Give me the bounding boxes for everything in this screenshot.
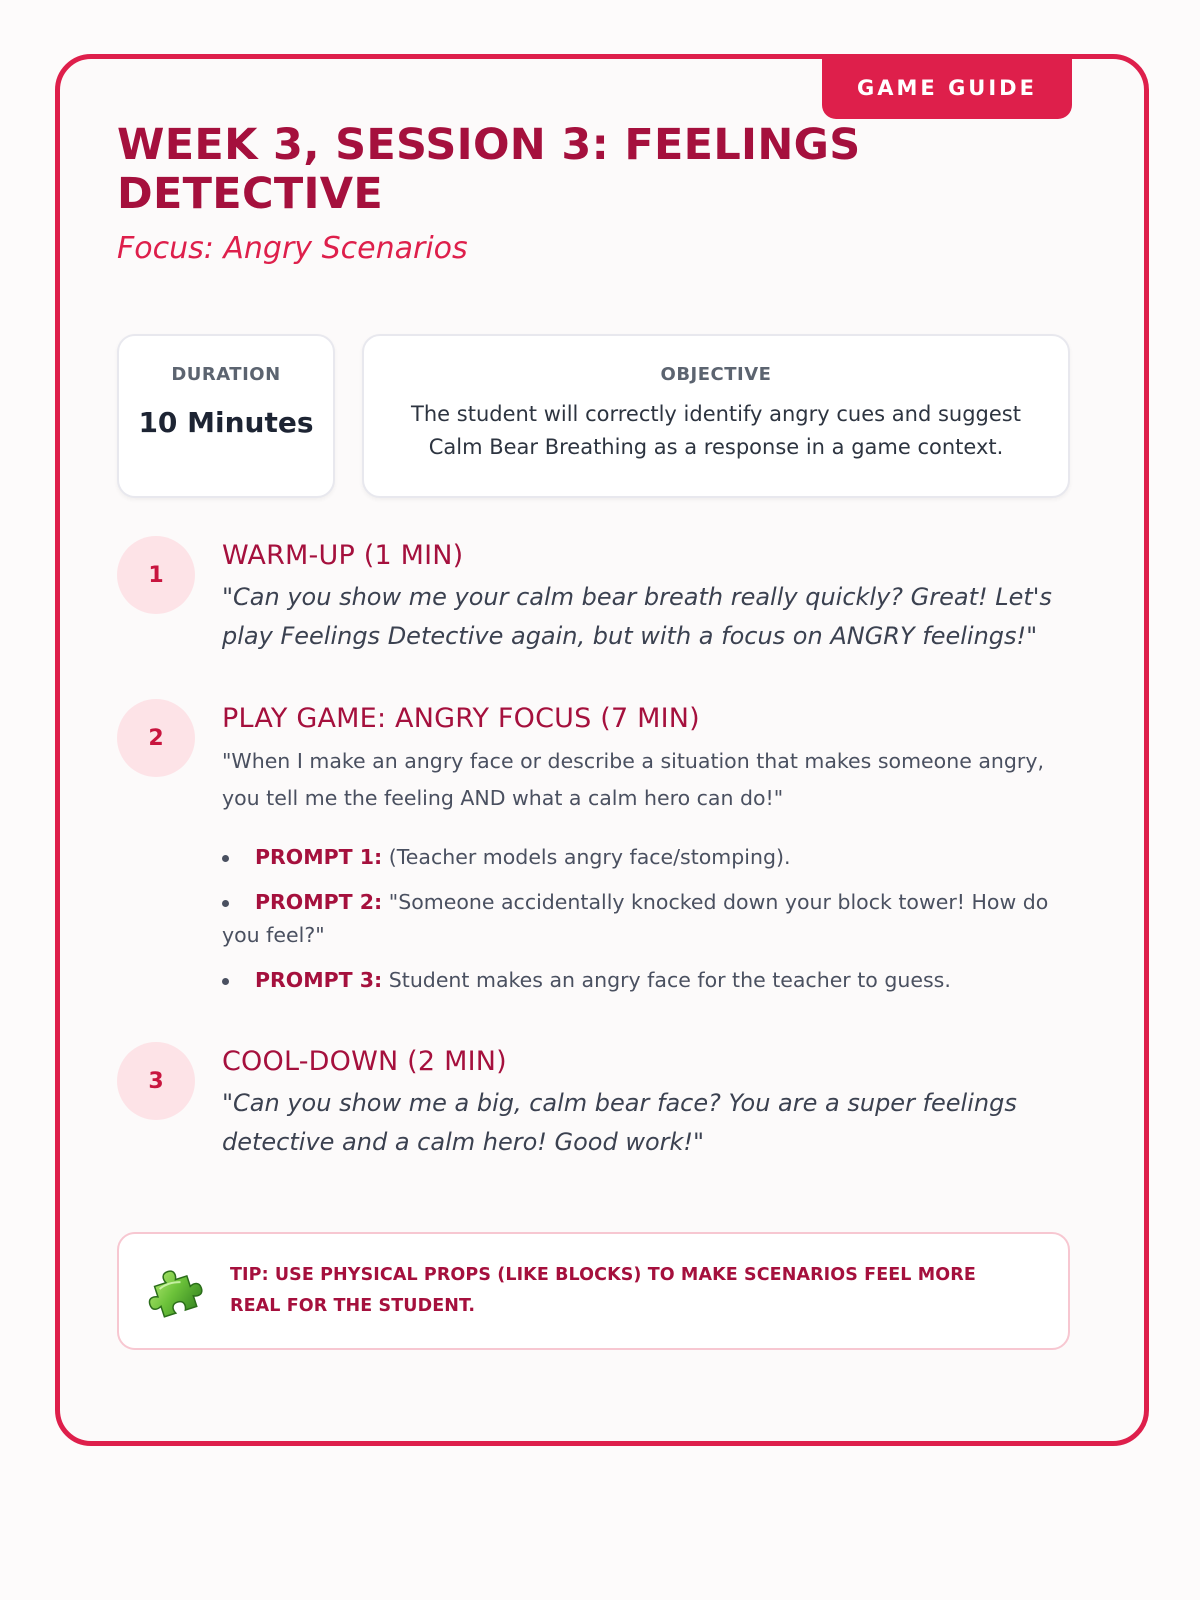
objective-box: [362, 334, 1070, 498]
list-item: [222, 964, 1077, 997]
objective-text: The student will correctly identify angry cues and suggest Calm Bear Breathing as a response in a game context.: [411, 402, 1021, 459]
prompt-text: "Someone accidentally knocked down your block tower! How do you feel?": [222, 890, 1049, 947]
prompt-list: [222, 841, 1077, 997]
objective-label: OBJECTIVE: [660, 364, 772, 385]
step-body: [222, 538, 1077, 656]
step-number: 3: [117, 1042, 195, 1120]
page-title: WEEK 3, SESSION 3: FEELINGS DETECTIVE: [117, 120, 861, 219]
prompt-label: PROMPT 1:: [255, 845, 383, 869]
prompt-text: Student makes an angry face for the teacher to guess.: [382, 968, 951, 992]
page-subtitle: Focus: Angry Scenarios: [117, 231, 468, 266]
step-title: WARM-UP (1 MIN): [222, 540, 464, 571]
step-script: "Can you show me your calm bear breath really quickly? Great! Let's play Feelings Detective again, but with a focus on ANGRY feelings!": [222, 583, 1052, 650]
list-item: [222, 841, 1077, 874]
step-script: "When I make an angry face or describe a situation that makes someone angry, you tell me the feeling AND what a calm hero can do!": [222, 749, 1044, 810]
duration-value: 10 Minutes: [138, 406, 314, 439]
game-guide-badge: GAME GUIDE: [822, 57, 1072, 119]
step-number: 1: [117, 536, 195, 614]
step-title: PLAY GAME: ANGRY FOCUS (7 MIN): [222, 703, 700, 734]
duration-box: [117, 334, 335, 498]
tip-box: [117, 1232, 1070, 1350]
step-body: [222, 701, 1077, 1009]
step-title: COOL-DOWN (2 MIN): [222, 1046, 507, 1077]
step-number: 2: [117, 699, 195, 777]
prompt-text: (Teacher models angry face/stomping).: [382, 845, 791, 869]
duration-label: DURATION: [171, 364, 281, 385]
puzzle-piece-icon: [143, 1258, 209, 1324]
tip-text: TIP: USE PHYSICAL PROPS (LIKE BLOCKS) TO MAKE SCENARIOS FEEL MORE REAL FOR THE STUDENT.: [230, 1265, 976, 1316]
game-guide-card: [55, 54, 1149, 1446]
step-body: [222, 1044, 1077, 1162]
prompt-label: PROMPT 3:: [255, 968, 383, 992]
list-item: [222, 886, 1077, 952]
prompt-label: PROMPT 2:: [255, 890, 383, 914]
step-script: "Can you show me a big, calm bear face? You are a super feelings detective and a calm hero! Good work!": [222, 1089, 1017, 1156]
